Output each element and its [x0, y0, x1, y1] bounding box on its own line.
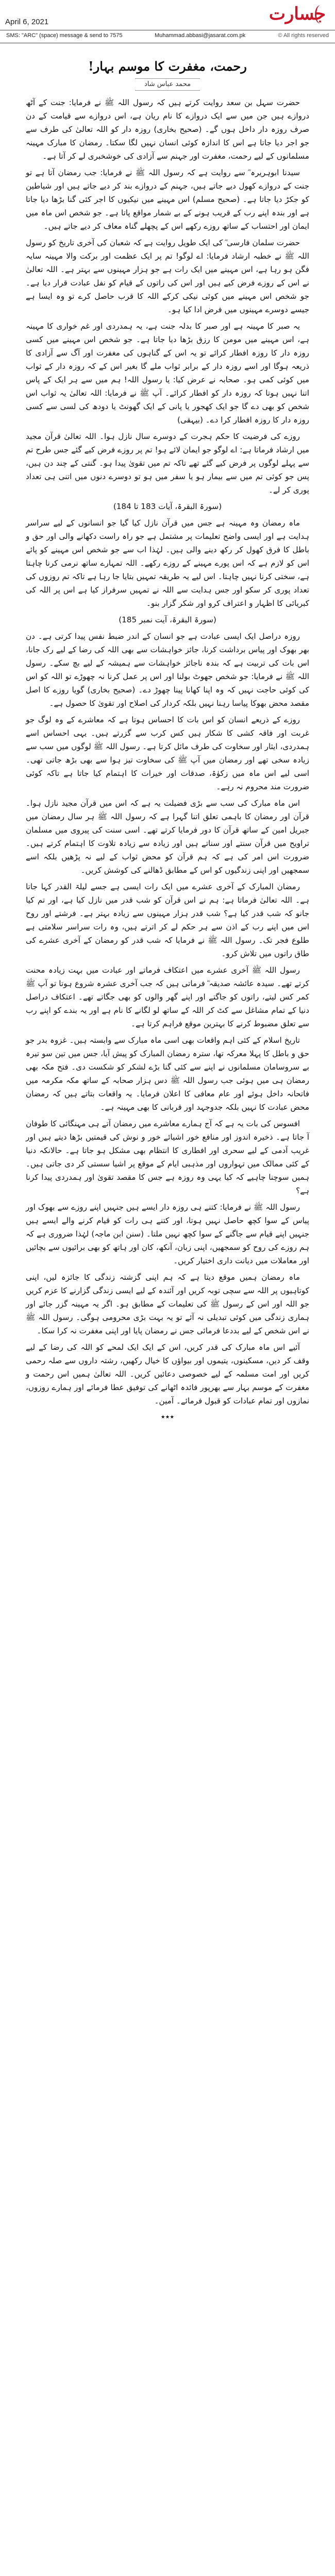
paragraph-16: رسول اللہ ﷺ نے فرمایا: کتنے ہی روزہ دار ایسے ہیں جنہیں اپنے روزے سے بھوک اور پیاس کے سوا کچھ حاصل نہیں ہوتا، اور کتنے ہی رات کو قیام کرنے والے ایسے ہیں جنہیں اپنے قیام سے جاگنے کے سوا کچھ نہیں ملتا۔ (سنن ابن ماجہ) لہٰذا ضروری ہے کہ ہم روزے کی روح کو سمجھیں، اپنی زبان، آنکھ، کان اور ہاتھ کو بھی برائیوں سے بچائیں اور معاملات میں دیانت داری اختیار کریں۔	[26, 1202, 309, 1265]
paragraph-12: رمضان المبارک کے آخری عشرے میں ایک رات ایسی ہے جسے لیلۃ القدر کہا جاتا ہے۔ اللہ تعالیٰ فرماتا ہے: ہم نے اس قرآن کو شب قدر میں نازل کیا ہے، اور تم کیا جانو کہ شب قدر کیا ہے؟ شب قدر ہزار مہینوں سے زیادہ بہتر ہے۔ فرشتے اور روح اس میں اپنے رب کے اذن سے ہر حکم لے کر اترتے ہیں، وہ رات سراسر سلامتی ہے طلوع فجر تک۔ رسول اللہ ﷺ نے فرمایا کہ شب قدر کو رمضان کے آخری عشرے کی طاق راتوں میں تلاش کرو۔	[26, 882, 309, 958]
paragraph-3: حضرت سلمان فارسی ؓ کی ایک طویل روایت ہے کہ شعبان کی آخری تاریخ کو رسول اللہ ﷺ نے خطبہ ارشاد فرمایا: اے لوگو! تم پر ایک عظمت اور برکت والا مہینہ سایہ فگن ہو رہا ہے، اس مہینے میں ایک رات ہے جو ہزار مہینوں سے بہتر ہے۔ اللہ تعالیٰ نے اس کے روزے فرض کیے ہیں اور اس کی راتوں کے قیام کو نفل عبادت قرار دیا ہے۔ جو شخص اس مہینے میں کوئی نیکی کرکے اللہ کا قرب حاصل کرے تو وہ ایسا ہے جیسے دوسرے مہینوں میں فرض ادا کیا ہو۔	[26, 238, 309, 314]
sms-note: SMS: "ARC" (space) message & send to 7575	[6, 32, 123, 39]
quran-reference-2: (سورۃ البقرۃ، آیت نمبر 185)	[119, 615, 216, 624]
article-signoff: ٭٭٭	[160, 1412, 175, 1421]
paragraph-5: روزے کی فرضیت کا حکم ہجرت کے دوسرے سال نازل ہوا۔ اللہ تعالیٰ قرآن مجید میں ارشاد فرماتا ہے: اے لوگو جو ایمان لائے ہو! تم پر روزے فرض کیے گئے جس طرح تم سے پہلے لوگوں پر فرض کیے گئے تھے تاکہ تم میں تقویٰ پیدا ہو۔ گنتی کے چند دن ہیں، پس جو کوئی تم میں سے بیمار ہو یا سفر میں ہو تو دوسرے دنوں میں اتنی ہی تعداد پوری کر لے۔	[26, 432, 309, 495]
author-email: Muhammad.abbasi@jasarat.com.pk	[155, 32, 246, 39]
paragraph-2: سیدنا ابوہریرہ ؓ سے روایت ہے کہ رسول اللہ ﷺ نے فرمایا: جب رمضان آتا ہے تو جنت کے دروازے کھول دیے جاتے ہیں، جہنم کے دروازے بند کر دیے جاتے ہیں اور شیاطین کو جکڑ دیا جاتا ہے۔ (صحیح مسلم) اس مہینے میں نیکیوں کا اجر کئی گنا بڑھا دیا جاتا ہے اور بندہ اپنے رب کے قریب ہونے کے بے شمار مواقع پاتا ہے۔ جو شخص اس ماہ میں ایمان اور احتساب کے ساتھ روزے رکھے اس کے پچھلے گناہ معاف کر دیے جاتے ہیں۔	[26, 168, 309, 231]
paragraph-1: حضرت سہل بن سعد روایت کرتے ہیں کہ رسول اللہ ﷺ نے فرمایا: جنت کے آٹھ دروازے ہیں جن میں سے ایک دروازے کا نام ریان ہے، اس دروازے سے قیامت کے دن صرف روزہ دار داخل ہوں گے۔ (صحیح بخاری) روزہ دار کو اللہ تعالیٰ کی طرف سے جو اجر دیا جاتا ہے اس کا اندازہ کوئی انسان نہیں لگا سکتا۔ رمضان کا مبارک مہینہ مسلمانوں کے لیے رحمت، مغفرت اور جہنم سے آزادی کی خوشخبری لے کر آتا ہے۔	[26, 98, 309, 161]
paragraph-4: یہ صبر کا مہینہ ہے اور صبر کا بدلہ جنت ہے، یہ ہمدردی اور غم خواری کا مہینہ ہے، اس مہینے میں مومن کا رزق بڑھا دیا جاتا ہے۔ جو شخص اس مہینے میں کسی روزہ دار کا روزہ افطار کرائے تو یہ اس کے گناہوں کی مغفرت اور آگ سے آزادی کا ذریعہ ہوگا اور اسے روزہ دار کے برابر ثواب ملے گا بغیر اس کے کہ روزہ دار کے ثواب میں کوئی کمی ہو۔ صحابہ نے عرض کیا: یا رسول اللہ! ہم میں سے ہر ایک کے پاس اتنا نہیں ہوتا کہ روزہ دار کو افطار کرائے۔ آپ ﷺ نے فرمایا: اللہ تعالیٰ یہ ثواب اس شخص کو بھی دے گا جو ایک کھجور یا پانی کے ایک گھونٹ یا دودھ کی لسی سے کسی روزہ دار کا روزہ افطار کرا دے۔ (بیہقی)	[26, 321, 309, 425]
paragraph-17: ماہ رمضان ہمیں موقع دیتا ہے کہ ہم اپنی گزشتہ زندگی کا جائزہ لیں، اپنی کوتاہیوں پر اللہ سے سچی توبہ کریں اور آئندہ کے لیے ایسی زندگی گزارنے کا عزم کریں جو اللہ اور اس کے رسول ﷺ کی تعلیمات کے مطابق ہو۔ اگر یہ مہینہ گزر جائے اور ہماری زندگی میں کوئی تبدیلی نہ آئے تو یہ بہت بڑی محرومی ہوگی۔ رسول اللہ ﷺ نے اس شخص کے لیے بددعا فرمائی جس نے رمضان پایا اور اپنی مغفرت نہ کرا سکا۔	[26, 1273, 309, 1335]
article-headline: رحمت، مغفرت کا موسم بہار!	[88, 59, 247, 74]
paragraph-13: رسول اللہ ﷺ آخری عشرے میں اعتکاف فرماتے اور عبادت میں بہت زیادہ محنت کرتے تھے۔ سیدہ عائشہ صدیقہ ؓ فرماتی ہیں کہ جب آخری عشرہ شروع ہوتا تو آپ ﷺ کمر کس لیتے، راتوں کو جاگتے اور اپنے گھر والوں کو بھی جگاتے تھے۔ اعتکاف دراصل دنیا کے تمام مشاغل سے کٹ کر اللہ کے ساتھ لو لگانے کا نام ہے اور یہ بندے کو اپنے رب سے تعلق مضبوط کرنے کا بہترین موقع فراہم کرتا ہے۔	[26, 965, 309, 1028]
logo-ornament-icon	[315, 5, 326, 24]
author-byline	[26, 78, 309, 91]
paragraph-18: آئیے اس ماہ مبارک کی قدر کریں، اس کے ایک ایک لمحے کو اللہ کی رضا کے لیے وقف کر دیں، مسکینوں، یتیموں اور بیواؤں کا خیال رکھیں، رشتہ داروں سے صلہ رحمی کریں اور امت مسلمہ کے لیے خصوصی دعائیں کریں۔ اللہ تعالیٰ ہمیں اس رحمت و مغفرت کے موسم بہار سے بھرپور فائدہ اٹھانے کی توفیق عطا فرمائے اور ہمارے روزوں، نمازوں اور تمام عبادات کو قبول فرمائے۔ آمین۔	[26, 1343, 309, 1405]
rights-note: © All rights reserved	[278, 32, 329, 39]
quran-reference-1: (سورۃ البقرۃ، آیات 183 تا 184)	[113, 502, 222, 511]
paragraph-7: ماہ رمضان وہ مہینہ ہے جس میں قرآن نازل کیا گیا جو انسانوں کے لیے سراسر ہدایت ہے اور ایسی واضح تعلیمات پر مشتمل ہے جو راہ راست دکھانے والی اور حق و باطل کا فرق کھول کر رکھ دینے والی ہیں۔ لہٰذا اب سے جو شخص اس مہینے کو پائے اس کو لازم ہے کہ اس پورے مہینے کے روزے رکھے۔ اللہ تمہارے ساتھ نرمی کرنا چاہتا ہے، سختی کرنا نہیں چاہتا۔ اس لیے یہ طریقہ تمہیں بتایا جا رہا ہے تاکہ تم روزوں کی تعداد پوری کر سکو اور جس ہدایت سے اللہ نے تمہیں سرفراز کیا ہے اس پر اللہ کی کبریائی کا اظہار و اعتراف کرو اور شکر گزار بنو۔	[26, 518, 309, 608]
contact-bar	[0, 30, 335, 43]
logo-text: جسارت	[269, 4, 326, 24]
paragraph-14: تاریخ اسلام کے کئی اہم واقعات بھی اسی ماہ مبارک سے وابستہ ہیں۔ غزوہ بدر جو حق و باطل کا پہلا معرکہ تھا، سترہ رمضان المبارک کو پیش آیا، جس میں تین سو تیرہ بے سروسامان مسلمانوں نے اپنے سے کئی گنا بڑے لشکر کو شکست دی۔ فتح مکہ بھی رمضان ہی میں ہوئی جب رسول اللہ ﷺ دس ہزار صحابہ کے ساتھ مکہ مکرمہ میں فاتحانہ داخل ہوئے اور عام معافی کا اعلان فرمایا۔ یہ واقعات بتاتے ہیں کہ رمضان محض عبادت کا نہیں بلکہ جدوجہد اور قربانی کا بھی مہینہ ہے۔	[26, 1036, 309, 1112]
article-column	[26, 56, 309, 2576]
author-name: محمد عباس شاد	[135, 78, 200, 91]
masthead	[0, 0, 335, 56]
paragraph-11: اس ماہ مبارک کی سب سے بڑی فضیلت یہ ہے کہ اس میں قرآن مجید نازل ہوا۔ قرآن اور رمضان کا باہمی تعلق اتنا گہرا ہے کہ رسول اللہ ﷺ ہر سال رمضان میں جبریل امین کے ساتھ قرآن کا دور فرمایا کرتے تھے۔ اسی سنت کی پیروی میں مسلمان تراویح میں قرآن سنتے اور سناتے ہیں اور زیادہ سے زیادہ تلاوت کا اہتمام کرتے ہیں۔ ضرورت اس امر کی ہے کہ ہم قرآن کو محض ثواب کے لیے نہ پڑھیں بلکہ اسے سمجھیں اور اپنی زندگیوں کو اس کے مطابق ڈھالنے کی کوشش کریں۔	[26, 799, 309, 875]
publish-date: April 6, 2021	[5, 18, 49, 26]
paragraph-10: روزے کے ذریعے انسان کو اس بات کا احساس ہوتا ہے کہ معاشرے کے وہ لوگ جو غربت اور فاقہ کشی کا شکار ہیں کس کرب سے گزرتے ہیں۔ یہی احساس اسے ہمدردی، ایثار اور سخاوت کی طرف مائل کرتا ہے۔ رسول اللہ ﷺ لوگوں میں سب سے زیادہ سخی تھے اور رمضان میں آپ ﷺ کی سخاوت تیز ہوا سے بھی بڑھ جاتی تھی۔ اسی لیے اس ماہ میں زکوٰۃ، صدقات اور خیرات کا اہتمام کیا جاتا ہے تاکہ کوئی ضرورت مند محروم نہ رہے۔	[26, 715, 309, 791]
newspaper-logo	[171, 2, 326, 27]
paragraph-9: روزہ دراصل ایک ایسی عبادت ہے جو انسان کے اندر ضبط نفس پیدا کرتی ہے۔ دن بھر بھوک اور پیاس برداشت کرنا، جائز خواہشات سے بھی اللہ کی رضا کے لیے رک جانا، اس بات کی تربیت ہے کہ بندہ ناجائز خواہشات سے ہمیشہ کے لیے بچ سکے۔ رسول اللہ ﷺ نے فرمایا: جو شخص جھوٹ بولنا اور اس پر عمل کرنا نہ چھوڑے تو اللہ کو اس کی کوئی حاجت نہیں کہ وہ اپنا کھانا پینا چھوڑ دے۔ (صحیح بخاری) گویا روزے کا اصل مقصد محض بھوکا پیاسا رہنا نہیں بلکہ کردار کی اصلاح اور تقویٰ کا حصول ہے۔	[26, 632, 309, 708]
paragraph-15: افسوس کی بات یہ ہے کہ آج ہمارے معاشرے میں رمضان آتے ہی مہنگائی کا طوفان آ جاتا ہے۔ ذخیرہ اندوز اور منافع خور اشیائے خور و نوش کی قیمتیں بڑھا دیتے ہیں اور غریب آدمی کے لیے سحری اور افطاری کا انتظام بھی مشکل ہو جاتا ہے۔ حالانکہ دنیا کے کئی ممالک میں تہواروں اور مذہبی ایام کے موقع پر اشیا سستی کر دی جاتی ہیں۔ ہمیں سوچنا چاہیے کہ کیا یہی وہ روزہ ہے جس کا مقصد تقویٰ اور ہمدردی پیدا کرنا ہے؟	[26, 1119, 309, 1195]
